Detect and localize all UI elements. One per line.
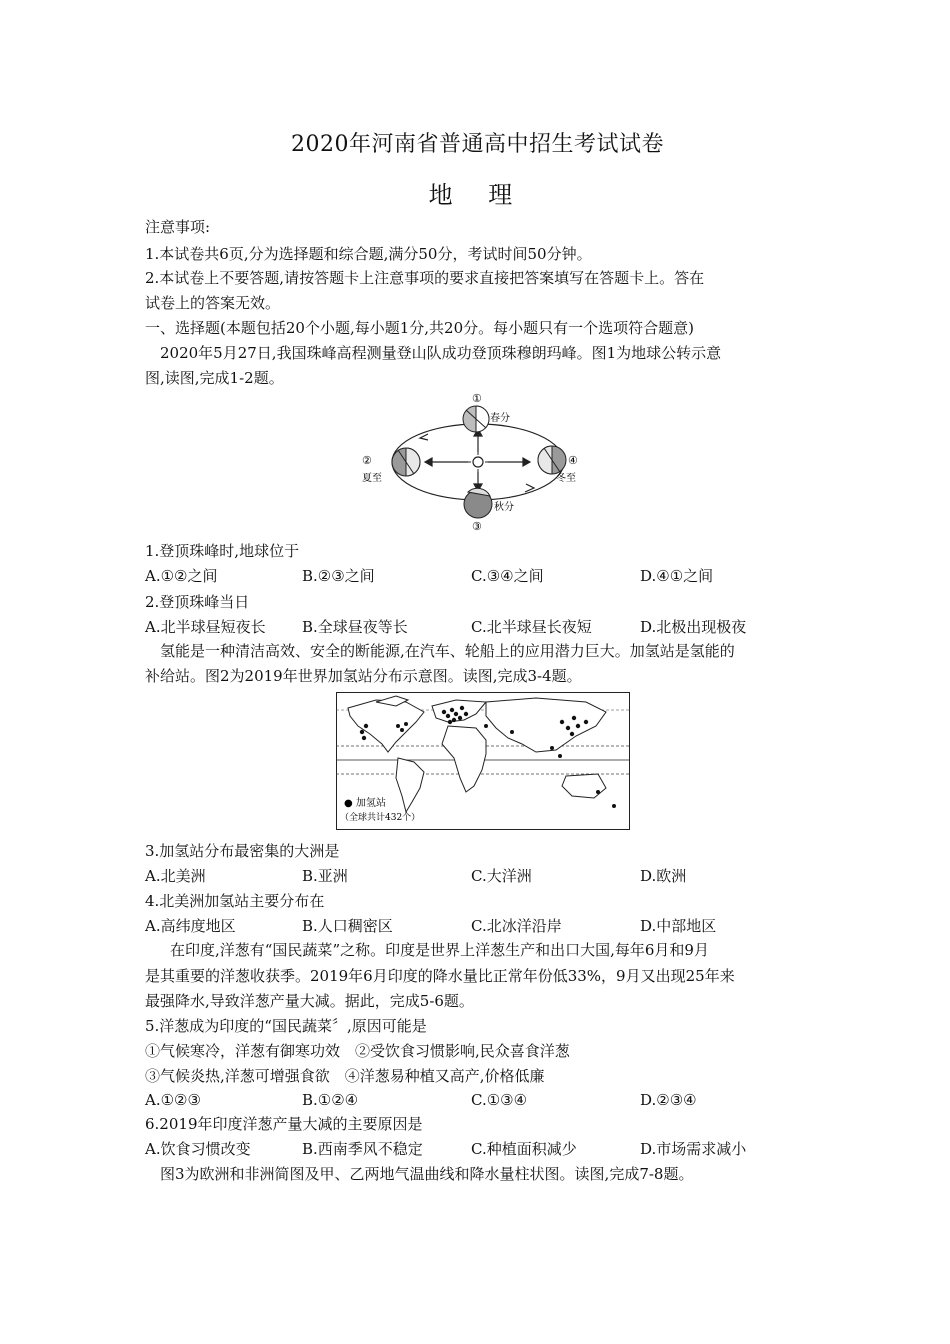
globe-2 — [392, 448, 420, 476]
q5-statement-2: ③气候炎热,洋葱可增强食欲 ④洋葱易种植又高产,价格低廉 — [145, 1067, 545, 1085]
q2-option-c: C.北半球昼长夜短 — [471, 618, 592, 636]
onion-intro-3: 最强降水,导致洋葱产量大减。据此，完成5-6题。 — [145, 992, 474, 1010]
label-n1: ① — [472, 392, 482, 405]
q2-option-a: A.北半球昼短夜长 — [145, 618, 266, 636]
q6-option-c: C.种植面积减少 — [471, 1140, 577, 1158]
q4-option-d: D.中部地区 — [640, 917, 717, 935]
q5-option-a: A.①②③ — [145, 1091, 201, 1109]
q3-option-c: C.大洋洲 — [471, 867, 532, 885]
q1-option-b: B.②③之间 — [302, 567, 375, 585]
hydrogen-intro-1: 氢能是一种清洁高效、安全的断能源,在汽车、轮船上的应用潜力巨大。加氢站是氢能的 — [160, 642, 735, 660]
globe-4 — [538, 446, 566, 474]
q4-option-a: A.高纬度地区 — [145, 917, 236, 935]
q4-option-b: B.人口稠密区 — [302, 917, 393, 935]
note-2a: 2.本试卷上不要答题,请按答题卡上注意事项的要求直接把答案填写在答题卡上。答在 — [145, 269, 705, 287]
map-legend-label: ● 加氢站 — [344, 798, 386, 809]
q1-option-c: C.③④之间 — [471, 567, 544, 585]
q3-option-d: D.欧洲 — [640, 867, 687, 885]
q1-option-d: D.④①之间 — [640, 567, 714, 585]
q6-option-a: A.饮食习惯改变 — [145, 1140, 251, 1158]
q3-option-a: A.北美洲 — [145, 867, 206, 885]
q2-option-d: D.北极出现极夜 — [640, 618, 747, 636]
figure-world-map — [336, 692, 630, 830]
exam-title: 2020年河南省普通高中招生考试试卷 — [291, 132, 664, 157]
question-5-stem: 5.洋葱成为印度的“国民蔬菜〞,原因可能是 — [145, 1017, 427, 1035]
hydrogen-intro-2: 补给站。图2为2019年世界加氢站分布示意图。读图,完成3-4题。 — [145, 667, 582, 685]
label-autumn: 秋分 — [494, 502, 514, 513]
label-summer: 夏至 — [362, 473, 382, 484]
question-6-stem: 6.2019年印度洋葱产量大减的主要原因是 — [145, 1115, 423, 1133]
label-n4: ④ — [568, 454, 578, 467]
question-3-stem: 3.加氢站分布最密集的大洲是 — [145, 842, 340, 860]
question-1-stem: 1.登顶珠峰时,地球位于 — [145, 542, 300, 560]
q6-option-b: B.西南季风不稳定 — [302, 1140, 423, 1158]
subject-title: 地 理 — [428, 181, 527, 209]
question-2-stem: 2.登顶珠峰当日 — [145, 593, 250, 611]
label-n2: ② — [362, 454, 372, 467]
q4-option-c: C.北冰洋沿岸 — [471, 917, 562, 935]
q2-option-b: B.全球昼夜等长 — [302, 618, 408, 636]
intro-q1-2b: 图,读图,完成1-2题。 — [145, 369, 284, 387]
q5-option-d: D.②③④ — [640, 1091, 697, 1109]
note-2b: 试卷上的答案无效。 — [145, 294, 281, 312]
intro-q7-8: 图3为欧洲和非洲简图及甲、乙两地气温曲线和降水量柱状图。读图,完成7-8题。 — [160, 1165, 694, 1183]
q3-option-b: B.亚洲 — [302, 867, 348, 885]
section-heading: 一、选择题(本题包括20个小题,每小题1分,共20分。每小题只有一个选项符合题意) — [145, 319, 694, 337]
map-legend-total: （全球共计432个） — [340, 813, 421, 823]
onion-intro-2: 是其重要的洋葱收获季。2019年6月印度的降水量比正常年份低33%，9月又出现25年来 — [145, 967, 735, 985]
q5-option-c: C.①③④ — [471, 1091, 528, 1109]
onion-intro-1: 在印度,洋葱有“国民蔬菜”之称。印度是世界上洋葱生产和出口大国,每年6月和9月 — [170, 941, 709, 959]
notes-heading: 注意事项: — [145, 218, 211, 236]
globe-1 — [463, 406, 489, 432]
intro-q1-2a: 2020年5月27日,我国珠峰高程测量登山队成功登顶珠穆朗玛峰。图1为地球公转示意 — [160, 344, 722, 362]
question-4-stem: 4.北美洲加氢站主要分布在 — [145, 892, 325, 910]
globe-3 — [464, 488, 492, 518]
label-spring: 春分 — [490, 413, 510, 424]
figure-earth-revolution — [360, 392, 600, 534]
q1-option-a: A.①②之间 — [145, 567, 218, 585]
label-winter: 冬至 — [556, 473, 576, 484]
label-n3: ③ — [472, 520, 482, 533]
note-1: 1.本试卷共6页,分为选择题和综合题,满分50分，考试时间50分钟。 — [145, 245, 592, 263]
q5-statement-1: ①气候寒冷，洋葱有御寒功效 ②受饮食习惯影响,民众喜食洋葱 — [145, 1042, 570, 1060]
q5-option-b: B.①②④ — [302, 1091, 359, 1109]
q6-option-d: D.市场需求减小 — [640, 1140, 747, 1158]
